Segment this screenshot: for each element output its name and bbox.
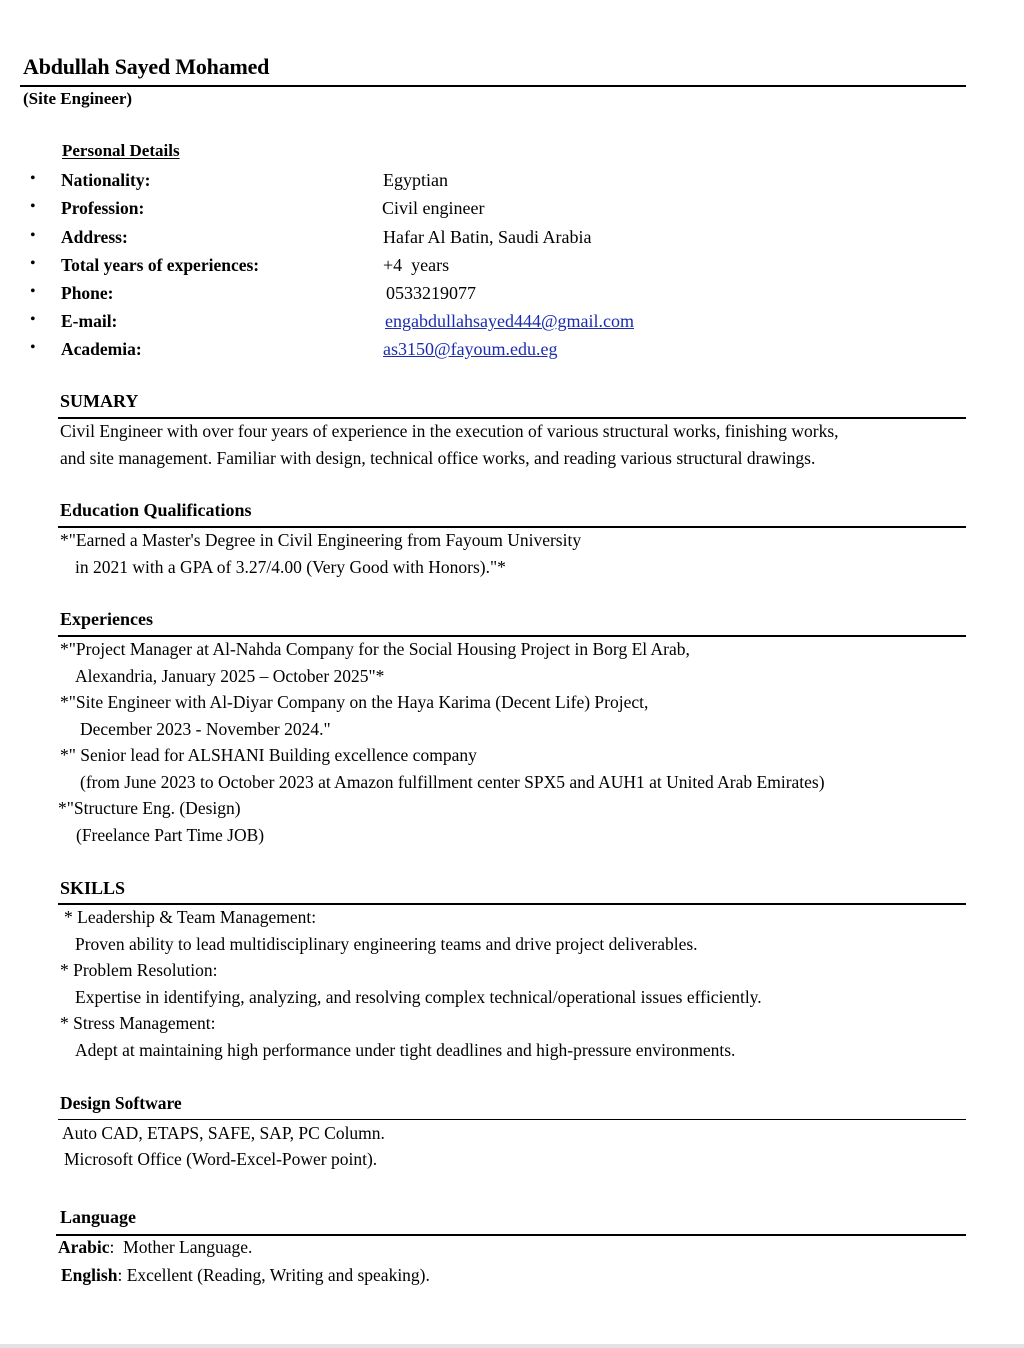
- skills-heading: SKILLS: [60, 878, 126, 898]
- detail-value: +4 years: [383, 255, 450, 275]
- experiences-rule: [58, 635, 966, 637]
- detail-label: Nationality:: [61, 170, 151, 190]
- education-line: *"Earned a Master's Degree in Civil Engineering from Fayoum University: [60, 530, 582, 550]
- detail-row-nationality: [0, 170, 900, 198]
- skill-title: * Stress Management:: [60, 1013, 216, 1033]
- detail-label: Total years of experiences:: [61, 255, 260, 275]
- skill-description: Adept at maintaining high performance under tight deadlines and high-pressure environments.: [75, 1040, 736, 1060]
- bullet-icon: •: [30, 311, 36, 328]
- detail-row-phone: [0, 283, 900, 311]
- experiences-heading: Experiences: [60, 609, 153, 629]
- experience-line: Alexandria, January 2025 – October 2025"*: [75, 666, 385, 686]
- language-name: Arabic: [58, 1237, 110, 1257]
- language-row-english: [61, 1265, 430, 1286]
- design-software-rule: [58, 1119, 966, 1120]
- detail-row-profession: [0, 198, 900, 226]
- education-heading: Education Qualifications: [60, 500, 252, 520]
- page-bottom-edge: [0, 1344, 1024, 1348]
- language-separator: :: [109, 1237, 124, 1257]
- detail-label: E-mail:: [61, 311, 118, 331]
- detail-label: Address:: [61, 227, 128, 247]
- summary-rule: [58, 417, 966, 419]
- detail-value: Egyptian: [383, 170, 448, 190]
- detail-row-experience-years: [0, 255, 900, 283]
- education-rule: [58, 526, 966, 528]
- bullet-icon: •: [30, 170, 36, 187]
- bullet-icon: •: [30, 255, 36, 272]
- experience-line: *" Senior lead for ALSHANI Building excellence company: [60, 745, 477, 765]
- detail-label: Academia:: [61, 339, 142, 359]
- software-line: Microsoft Office (Word-Excel-Power point).: [64, 1149, 378, 1169]
- bullet-icon: •: [30, 198, 36, 215]
- detail-row-address: [0, 227, 900, 255]
- skill-description: Proven ability to lead multidisciplinary engineering teams and drive project deliverables.: [75, 934, 698, 954]
- skill-description: Expertise in identifying, analyzing, and resolving complex technical/operational issues efficiently.: [75, 987, 762, 1007]
- language-level: Excellent (Reading, Writing and speaking).: [126, 1265, 430, 1285]
- detail-label: Profession:: [61, 198, 145, 218]
- design-software-heading: Design Software: [60, 1093, 182, 1113]
- experience-line: *"Project Manager at Al-Nahda Company for the Social Housing Project in Borg El Arab,: [60, 639, 690, 659]
- detail-row-email: [0, 311, 900, 339]
- experience-line: (Freelance Part Time JOB): [76, 825, 265, 845]
- skill-title: * Leadership & Team Management:: [64, 907, 317, 927]
- skills-rule: [58, 903, 966, 905]
- language-row-arabic: [58, 1237, 252, 1258]
- candidate-name: Abdullah Sayed Mohamed: [23, 54, 270, 79]
- bullet-icon: •: [30, 339, 36, 356]
- summary-heading: SUMARY: [60, 391, 139, 411]
- skill-title: * Problem Resolution:: [60, 960, 218, 980]
- bullet-icon: •: [30, 283, 36, 300]
- email-link[interactable]: engabdullahsayed444@gmail.com: [385, 311, 635, 331]
- education-line: in 2021 with a GPA of 3.27/4.00 (Very Good with Honors)."*: [75, 557, 506, 577]
- candidate-title: (Site Engineer): [23, 89, 133, 108]
- header-rule: [20, 85, 966, 87]
- summary-line: and site management. Familiar with design, technical office works, and reading various structural drawings.: [60, 448, 816, 468]
- detail-value: Hafar Al Batin, Saudi Arabia: [383, 227, 592, 247]
- detail-label: Phone:: [61, 283, 114, 303]
- detail-value: Civil engineer: [382, 198, 485, 218]
- summary-line: Civil Engineer with over four years of experience in the execution of various structural works, finishing works,: [60, 421, 839, 441]
- experience-line: *"Site Engineer with Al-Diyar Company on the Haya Karima (Decent Life) Project,: [60, 692, 649, 712]
- experience-line: December 2023 - November 2024.": [80, 719, 331, 739]
- academia-email-link[interactable]: as3150@fayoum.edu.eg: [383, 339, 558, 359]
- bullet-icon: •: [30, 227, 36, 244]
- language-rule: [56, 1234, 966, 1236]
- detail-row-academia: [0, 339, 900, 367]
- language-name: English: [61, 1265, 118, 1285]
- experience-line: *"Structure Eng. (Design): [58, 798, 241, 818]
- personal-details-heading: Personal Details: [62, 141, 180, 160]
- phone-value: 0533219077: [386, 283, 476, 303]
- language-level: Mother Language.: [123, 1237, 253, 1257]
- language-separator: :: [117, 1265, 127, 1285]
- software-line: Auto CAD, ETAPS, SAFE, SAP, PC Column.: [62, 1123, 385, 1143]
- language-heading: Language: [60, 1207, 137, 1227]
- experience-line: (from June 2023 to October 2023 at Amazon fulfillment center SPX5 and AUH1 at United Arab Emirates): [80, 772, 825, 792]
